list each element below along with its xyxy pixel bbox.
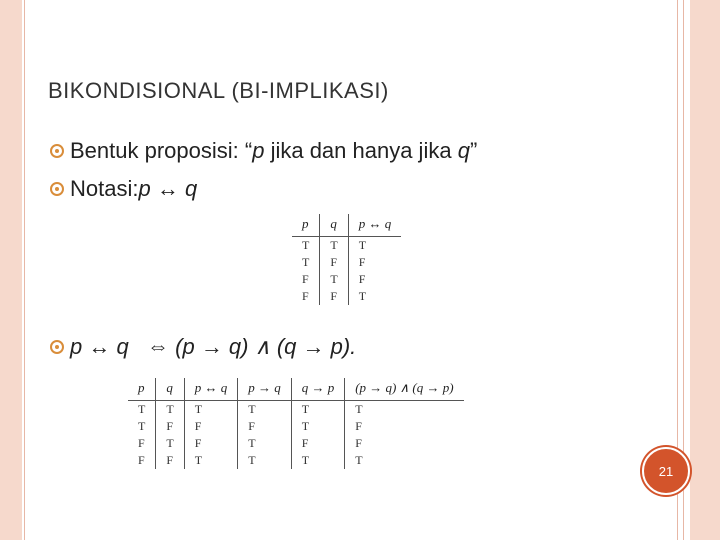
- table-cell: T: [156, 401, 184, 419]
- bullet-form: [50, 138, 477, 164]
- column-header: p ↔ q: [184, 378, 238, 401]
- bullet-form-text: Bentuk proposisi: “p jika dan hanya jika q”: [70, 138, 478, 163]
- table-cell: T: [302, 238, 310, 252]
- table-cell: F: [138, 436, 145, 450]
- left-border-decoration: [0, 0, 22, 540]
- table-cell: T: [156, 435, 184, 452]
- table-cell: T: [238, 452, 292, 469]
- table-header-row: [292, 214, 401, 237]
- table-cell: F: [345, 418, 464, 435]
- table-row: [128, 435, 464, 452]
- table-cell: T: [184, 452, 238, 469]
- column-header: p: [292, 214, 320, 237]
- table-cell: T: [320, 237, 348, 255]
- table-cell: F: [156, 418, 184, 435]
- table-cell: T: [348, 237, 401, 255]
- table-cell: F: [184, 418, 238, 435]
- truth-table-biconditional: [292, 214, 401, 305]
- table-header-row: [128, 378, 464, 401]
- column-header: q → p: [291, 378, 345, 401]
- truth-table-equivalence: [128, 378, 464, 469]
- table-cell: T: [345, 401, 464, 419]
- table-row: [292, 271, 401, 288]
- column-header: p → q: [238, 378, 292, 401]
- table-row: [128, 401, 464, 419]
- table-cell: F: [348, 271, 401, 288]
- table-row: [128, 418, 464, 435]
- table-cell: F: [320, 254, 348, 271]
- table-cell: F: [138, 453, 145, 467]
- table-cell: F: [302, 272, 309, 286]
- column-header: (p → q) ∧ (q → p): [345, 378, 464, 401]
- left-border-rule: [24, 0, 25, 540]
- bullet-notation: Notasi: p ↔ q: [50, 176, 197, 202]
- table-row: [292, 288, 401, 305]
- table-cell: T: [138, 419, 146, 433]
- bullet-icon: [50, 144, 64, 158]
- table-row: [292, 254, 401, 271]
- table-cell: T: [320, 271, 348, 288]
- table-cell: F: [320, 288, 348, 305]
- table-cell: F: [238, 418, 292, 435]
- column-header: p ↔ q: [348, 214, 401, 237]
- page-number-badge: 21: [642, 447, 690, 495]
- table-cell: T: [184, 401, 238, 419]
- bullet-icon: [50, 182, 64, 196]
- column-header: q: [320, 214, 348, 237]
- table-cell: T: [238, 435, 292, 452]
- right-border-decoration: [690, 0, 720, 540]
- column-header: q: [156, 378, 184, 401]
- table-cell: T: [291, 418, 345, 435]
- slide-title: BIKONDISIONAL (BI-IMPLIKASI): [48, 78, 389, 103]
- table-cell: T: [238, 401, 292, 419]
- table-cell: T: [345, 452, 464, 469]
- table-cell: T: [302, 255, 310, 269]
- bullet-equivalence: p ↔ q ⇔ (p → q) ∧ (q → p).: [50, 334, 356, 360]
- table-cell: F: [291, 435, 345, 452]
- table-cell: F: [156, 452, 184, 469]
- bullet-icon: [50, 340, 64, 354]
- table-cell: F: [345, 435, 464, 452]
- table-cell: T: [348, 288, 401, 305]
- table-cell: F: [348, 254, 401, 271]
- table-row: [292, 237, 401, 255]
- table-row: [128, 452, 464, 469]
- table-cell: F: [184, 435, 238, 452]
- table-cell: T: [291, 401, 345, 419]
- table-cell: T: [138, 402, 146, 416]
- column-header: p: [128, 378, 156, 401]
- table-cell: T: [291, 452, 345, 469]
- table-cell: F: [302, 289, 309, 303]
